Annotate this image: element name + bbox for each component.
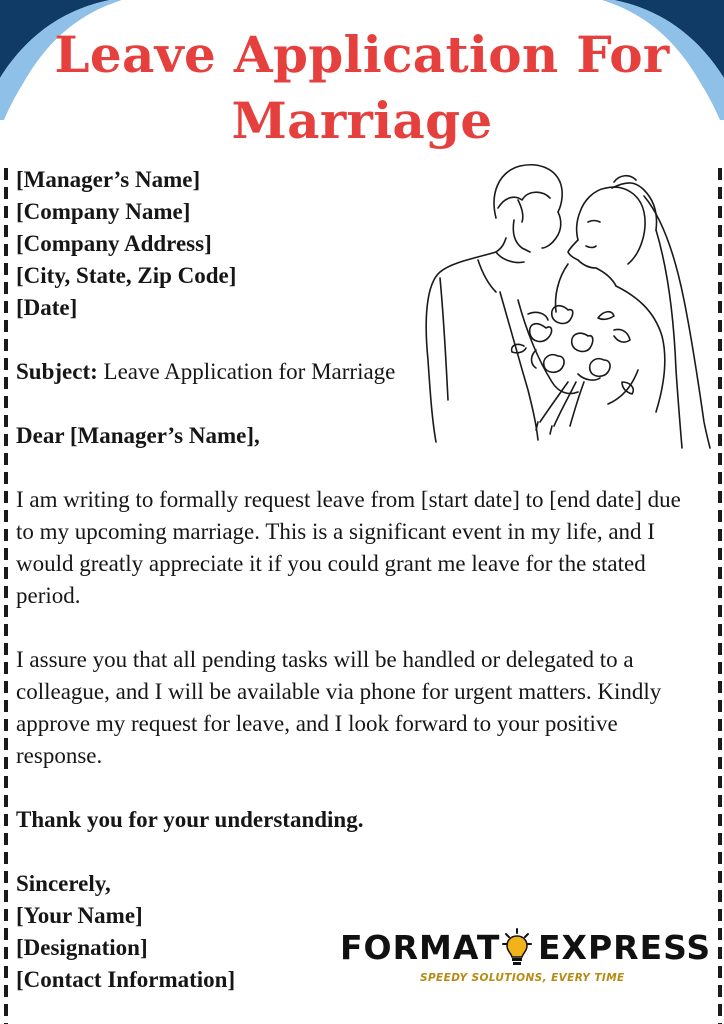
wedding-couple-icon xyxy=(418,160,713,450)
paragraph-line: I am writing to formally request leave from [start date] to [end date] due xyxy=(16,487,681,512)
recipient-line: [Date] xyxy=(16,295,78,320)
paragraph-1 xyxy=(16,484,716,612)
format-express-logo xyxy=(336,928,712,992)
recipient-line: [Manager’s Name] xyxy=(16,167,201,192)
thanks-line: Thank you for your understanding. xyxy=(16,807,364,832)
subject-label: Subject: xyxy=(16,359,98,384)
paragraph-line: I assure you that all pending tasks will be handled or delegated to a xyxy=(16,647,634,672)
dashed-border-right xyxy=(718,168,722,1024)
dashed-border-left xyxy=(4,168,8,1024)
closing-line: [Designation] xyxy=(16,935,148,960)
recipient-line: [Company Address] xyxy=(16,231,212,256)
paragraph-line: response. xyxy=(16,743,103,768)
title-line-1: Leave Application For xyxy=(54,25,670,84)
paragraph-line: approve my request for leave, and I look forward to your positive xyxy=(16,711,618,736)
paragraph-2 xyxy=(16,644,716,772)
paragraph-line: would greatly appreciate it if you could grant me leave for the stated xyxy=(16,551,646,576)
logo-tagline: SPEEDY SOLUTIONS, EVERY TIME xyxy=(420,972,625,984)
closing-line: Sincerely, xyxy=(16,871,111,896)
logo-word-express: EXPRESS xyxy=(538,928,712,967)
recipient-line: [Company Name] xyxy=(16,199,191,224)
paragraph-line: period. xyxy=(16,583,81,608)
logo-wordmark xyxy=(336,928,712,970)
logo-word-format: FORMAT xyxy=(340,928,501,967)
closing-line: [Contact Information] xyxy=(16,967,236,992)
subject-text: Leave Application for Marriage xyxy=(97,359,396,384)
lightbulb-icon xyxy=(502,928,532,968)
paragraph-line: colleague, and I will be available via phone for urgent matters. Kindly xyxy=(16,679,662,704)
paragraph-line: to my upcoming marriage. This is a significant event in my life, and I xyxy=(16,519,655,544)
salutation: Dear [Manager’s Name], xyxy=(16,423,260,448)
title-line-2: Marriage xyxy=(231,91,493,150)
page-title xyxy=(0,22,724,154)
closing-line: [Your Name] xyxy=(16,903,143,928)
recipient-line: [City, State, Zip Code] xyxy=(16,263,237,288)
